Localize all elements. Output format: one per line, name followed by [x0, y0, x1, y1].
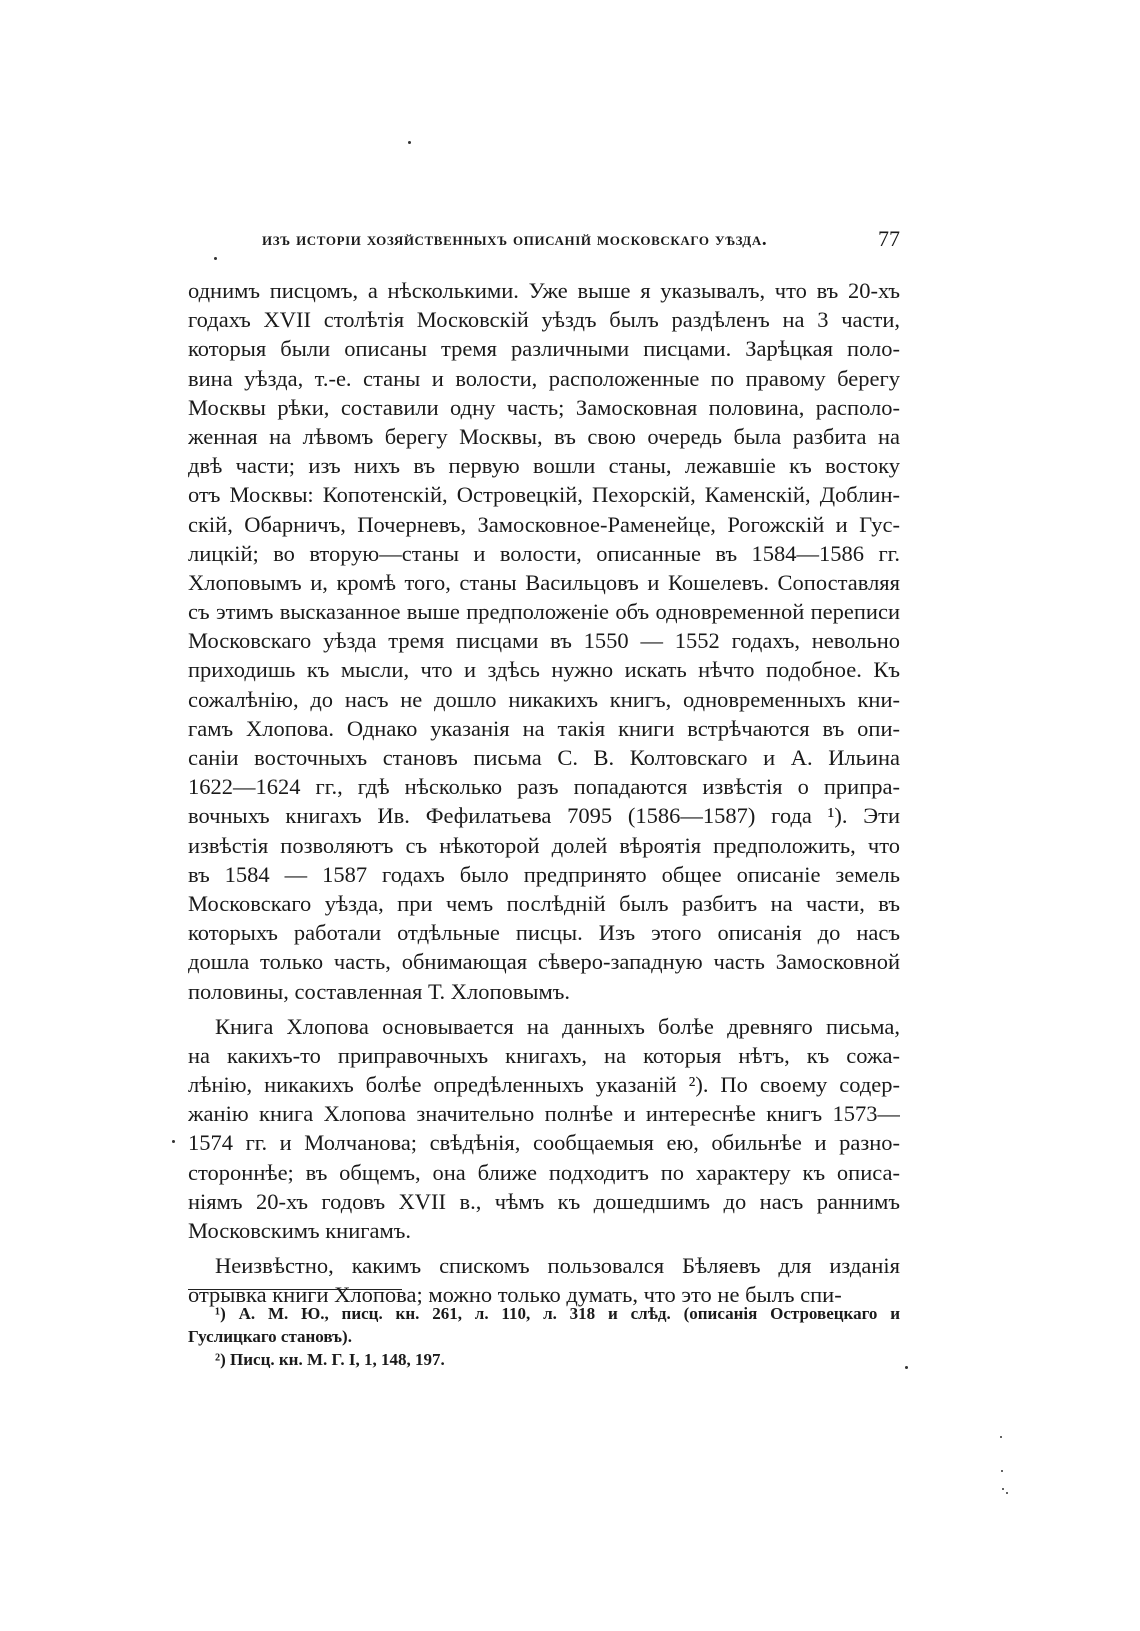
- footnote-line: Гуслицкаго становъ).: [188, 1327, 352, 1346]
- text-line: Хлоповымъ и, кромѣ того, станы Васильцовъ и Кошелевъ. Сопоставляя: [188, 569, 900, 595]
- text-line: ніямъ 20-хъ годовъ XVII в., чѣмъ къ дошедшимъ до насъ раннимъ: [188, 1188, 900, 1214]
- page-number: 77: [878, 226, 900, 251]
- scan-speck: [1002, 1488, 1004, 1490]
- text-line: жанію книга Хлопова значительно полнѣе и интереснѣе книгъ 1573—: [188, 1101, 900, 1127]
- text-line: Книга Хлопова основывается на данныхъ болѣе древняго письма,: [215, 1013, 900, 1039]
- text-line: скій, Обарничъ, Почерневъ, Замосковное-Раменейце, Рогожскій и Гус-: [188, 511, 900, 537]
- text-line: женная на лѣвомъ берегу Москвы, въ свою очередь была разбита на: [188, 423, 900, 449]
- body-text: [188, 276, 900, 1316]
- scan-speck: [1000, 1436, 1002, 1438]
- text-line: приходишь къ мысли, что и здѣсь нужно искать нѣчто подобное. Къ: [188, 657, 900, 683]
- text-line: извѣстія позволяютъ съ нѣкоторой долей вѣроятія предположить, что: [188, 832, 900, 858]
- text-line: которыхъ работали отдѣльные писцы. Изъ этого описанія до насъ: [188, 920, 900, 946]
- text-line: Неизвѣстно, какимъ спискомъ пользовался Бѣляевъ для изданія: [215, 1253, 900, 1279]
- scan-speck: [1001, 1470, 1003, 1472]
- text-line: которыя были описаны тремя различными писцами. Зарѣцкая поло-: [188, 336, 900, 362]
- footnote-rule: [188, 1289, 402, 1290]
- text-line: однимъ писцомъ, а нѣсколькими. Уже выше я указывалъ, что въ 20-хъ: [188, 278, 900, 303]
- footnotes: [188, 1302, 900, 1371]
- scan-speck: [905, 1366, 908, 1369]
- footnote-line: ²) Писц. кн. М. Г. I, 1, 148, 197.: [215, 1350, 445, 1369]
- text-line: половины, составленная Т. Хлоповымъ.: [188, 978, 571, 1004]
- paragraph: [188, 1251, 900, 1309]
- text-line: отрывка книги Хлопова; можно только думать, что это не былъ спи-: [188, 1282, 842, 1308]
- text-line: въ 1584 — 1587 годахъ было предпринято общее описаніе земель: [188, 861, 900, 887]
- scan-speck: [214, 257, 217, 260]
- text-line: Москвы рѣки, составили одну часть; Замосковная половина, располо-: [188, 394, 900, 420]
- text-line: отъ Москвы: Копотенскій, Островецкій, Пехорскій, Каменскій, Доблин-: [188, 482, 900, 508]
- footnote: [188, 1302, 900, 1348]
- text-line: лицкій; во вторую—станы и волости, описанные въ 1584—1586 гг.: [188, 540, 900, 566]
- scan-speck: [1006, 1492, 1008, 1494]
- text-line: саніи восточныхъ становъ письма С. В. Колтовскаго и А. Ильина: [188, 745, 900, 770]
- scan-speck: [408, 141, 411, 144]
- text-line: 1574 гг. и Молчанова; свѣдѣнія, сообщаемыя ею, обильнѣе и разно-: [188, 1130, 900, 1156]
- paragraph: [188, 1012, 900, 1246]
- text-line: стороннѣе; въ общемъ, она ближе подходитъ по характеру къ описа-: [188, 1159, 900, 1185]
- text-line: гамъ Хлопова. Однако указанія на такія книги встрѣчаются въ опи-: [188, 715, 900, 741]
- scan-speck: [172, 1140, 175, 1143]
- text-line: Московскимъ книгамъ.: [188, 1218, 411, 1243]
- text-line: вина уѣзда, т.-е. станы и волости, расположенные по правому берегу: [188, 365, 900, 391]
- text-line: 1622—1624 гг., гдѣ нѣсколько разъ попадаются извѣстія о припра-: [188, 774, 900, 800]
- text-line: Московскаго уѣзда тремя писцами въ 1550 — 1552 годахъ, невольно: [188, 628, 900, 654]
- text-line: на какихъ-то приправочныхъ книгахъ, на которыя нѣтъ, къ сожа-: [188, 1042, 900, 1068]
- text-line: лѣнію, никакихъ болѣе опредѣленныхъ указаній ²). По своему содер-: [188, 1072, 900, 1098]
- text-line: двѣ части; изъ нихъ въ первую вошли станы, лежавшіе къ востоку: [188, 453, 900, 479]
- text-line: съ этимъ высказанное выше предположеніе объ одновременной переписи: [188, 599, 900, 625]
- paragraph: [188, 276, 900, 1006]
- text-line: Московскаго уѣзда, при чемъ послѣдній былъ разбитъ на части, въ: [188, 890, 900, 916]
- text-line: дошла только часть, обнимающая сѣверо-западную часть Замосковной: [188, 949, 900, 975]
- footnote: [188, 1348, 900, 1371]
- text-line: годахъ XVII столѣтія Московскій уѣздъ былъ раздѣленъ на 3 части,: [188, 307, 900, 333]
- running-head: изъ исторіи хозяйственныхъ описаній московскаго уѣзда.: [262, 229, 768, 250]
- footnote-line: ¹) А. М. Ю., писц. кн. 261, л. 110, л. 318 и слѣд. (описанія Островецкаго и: [215, 1304, 900, 1323]
- text-line: сожалѣнію, до насъ не дошло никакихъ книгъ, одновременныхъ кни-: [188, 686, 900, 712]
- text-line: вочныхъ книгахъ Ив. Фефилатьева 7095 (1586—1587) года ¹). Эти: [188, 803, 900, 829]
